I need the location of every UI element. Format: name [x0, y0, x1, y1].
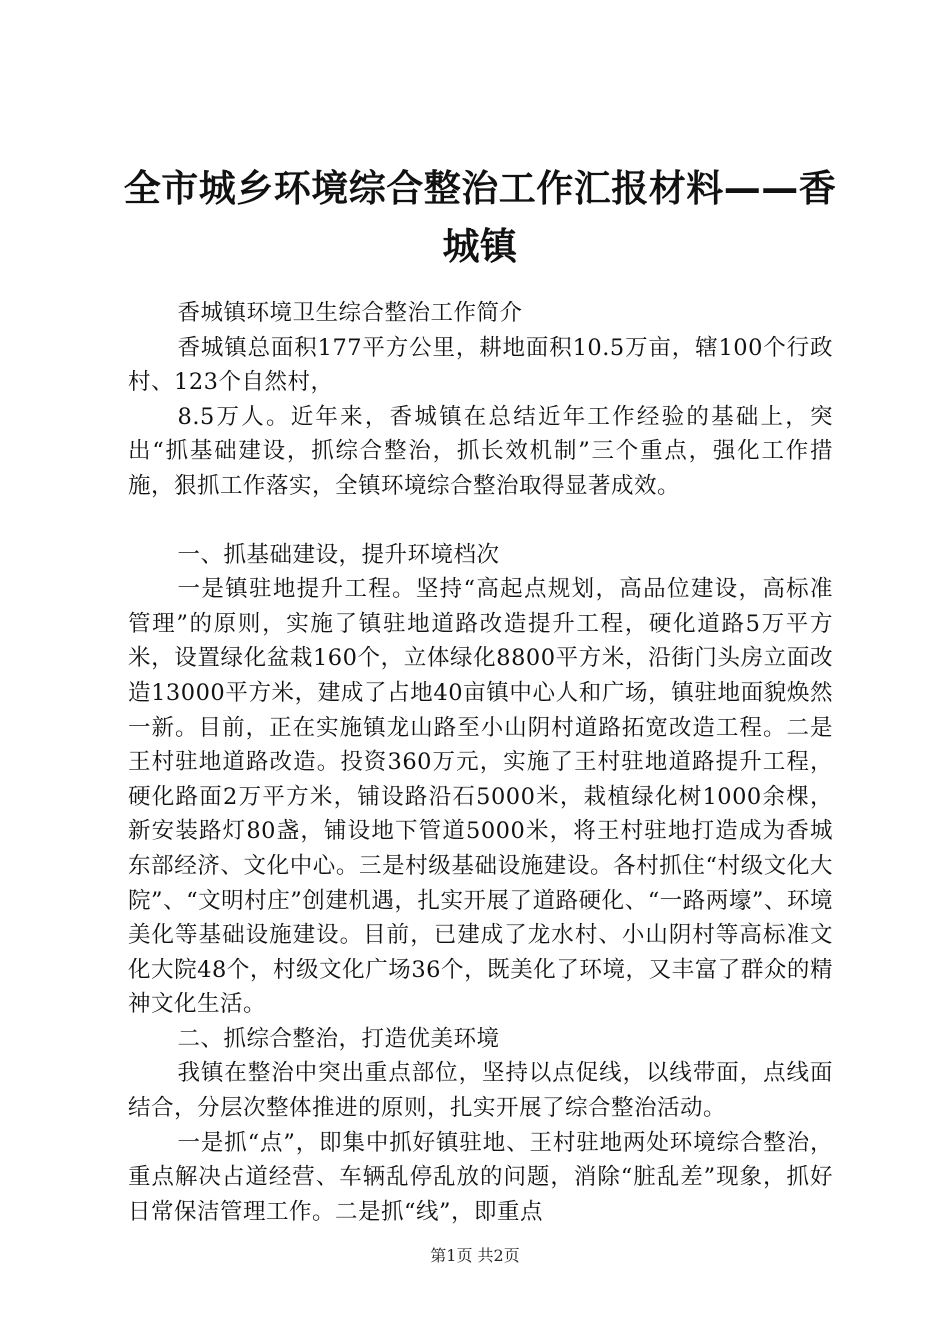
section-heading-1: 一、抓基础建设，提升环境档次 — [177, 541, 500, 568]
paragraph-area-summary: 香城镇总面积177平方公里，耕地面积10.5万亩，辖100个行政村、123个自然村， — [128, 334, 833, 396]
document-body — [128, 296, 833, 1229]
document-title: 全市城乡环境综合整治工作汇报材料——香城镇 — [123, 167, 837, 268]
paragraph-population-summary: 8.5万人。近年来，香城镇在总结近年工作经验的基础上，突出“抓基础建设，抓综合整治，抓长效机制”三个重点，强化工作措施，狠抓工作落实，全镇环境综合整治取得显著成效。 — [128, 403, 833, 499]
paragraph-intro-heading: 香城镇环境卫生综合整治工作简介 — [177, 300, 523, 326]
paragraph-infrastructure: 一是镇驻地提升工程。坚持“高起点规划，高品位建设，高标准管理”的原则，实施了镇驻地道路改造提升工程，硬化道路5万平方米，设置绿化盆栽160个，立体绿化8800平方米，沿街门头房立面改造13000平方米，建成了占地40亩镇中心人和广场，镇驻地面貌焕然一新。目前，正在实施镇龙山路至小山阴村道路拓宽改造工程。二是王村驻地道路改造。投资360万元，实施了王村驻地道路提升工程，硬化路面2万平方米，铺设路沿石5000米，栽植绿化树1000余棵，新安装路灯80盏，铺设地下管道5000米，将王村驻地打造成为香城东部经济、文化中心。三是村级基础设施建设。各村抓住“村级文化大院”、“文明村庄”创建机遇，扎实开展了道路硬化、“一路两壕”、环境美化等基础设施建设。目前，已建成了龙水村、小山阴村等高标准文化大院48个，村级文化广场36个，既美化了环境，又丰富了群众的精神文化生活。 — [128, 576, 833, 1018]
paragraph-rectification-points: 一是抓“点”，即集中抓好镇驻地、王村驻地两处环境综合整治，重点解决占道经营、车辆乱停乱放的问题，消除“脏乱差”现象，抓好日常保洁管理工作。二是抓“线”，即重点 — [128, 1129, 833, 1225]
page-footer: 第1页 共2页 — [430, 1246, 520, 1265]
paragraph-rectification-principle: 我镇在整治中突出重点部位，坚持以点促线，以线带面，点线面结合，分层次整体推进的原则，扎实开展了综合整治活动。 — [128, 1060, 833, 1122]
section-heading-2: 二、抓综合整治，打造优美环境 — [177, 1025, 500, 1052]
